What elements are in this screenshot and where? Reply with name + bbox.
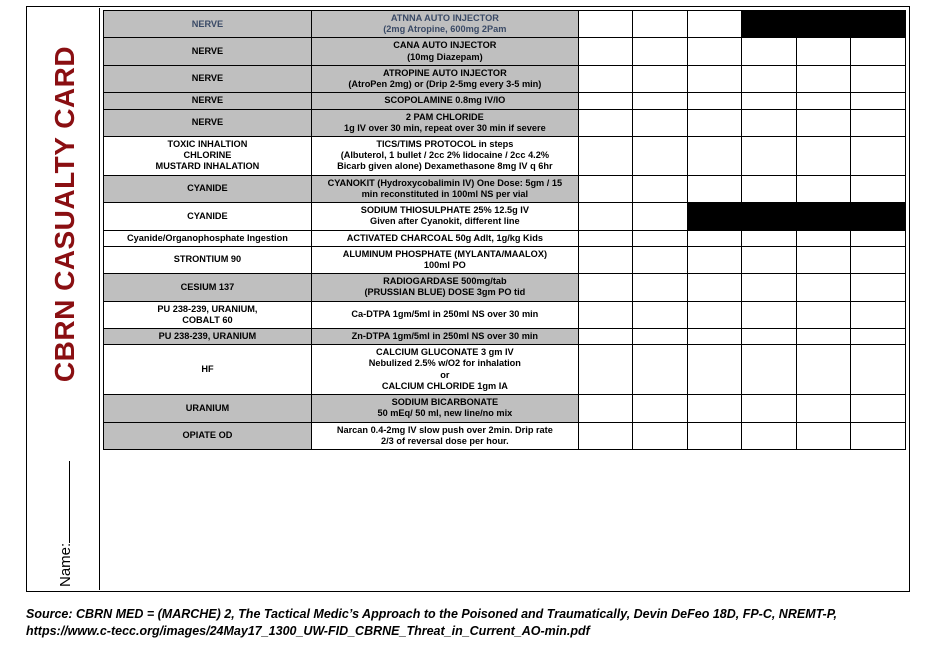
treatment-line: ATNNA AUTO INJECTOR [390, 13, 499, 23]
table-row [104, 329, 906, 345]
checkbox-cell[interactable] [633, 38, 688, 65]
checkbox-cell[interactable] [742, 395, 797, 422]
treatment-cell [311, 395, 578, 422]
checkbox-cell[interactable] [633, 136, 688, 175]
checkbox-cell[interactable] [687, 136, 742, 175]
table-row [104, 203, 906, 230]
checkbox-cell[interactable] [687, 246, 742, 273]
checkbox-cell[interactable] [851, 246, 906, 273]
checkbox-cell[interactable] [796, 329, 851, 345]
checkbox-cell[interactable] [796, 395, 851, 422]
checkbox-cell[interactable] [687, 395, 742, 422]
checkbox-cell[interactable] [578, 93, 633, 109]
checkbox-cell[interactable] [851, 345, 906, 395]
checkbox-cell[interactable] [742, 274, 797, 301]
agent-cell: OPIATE OD [104, 422, 312, 449]
treatment-line: Narcan 0.4-2mg IV slow push over 2min. Drip rate [336, 424, 553, 435]
treatment-line: 50 mEq/ 50 ml, new line/no mix [377, 408, 513, 419]
checkbox-cell[interactable] [633, 345, 688, 395]
agent-cell: NERVE [104, 11, 312, 38]
checkbox-cell[interactable] [742, 65, 797, 92]
table-body [104, 11, 906, 450]
checkbox-cell[interactable] [796, 38, 851, 65]
treatment-table [103, 10, 906, 450]
checkbox-cell[interactable] [578, 246, 633, 273]
agent-cell: NERVE [104, 109, 312, 136]
treatment-line: 2 PAM CHLORIDE [405, 111, 484, 122]
blocked-cell [796, 11, 851, 38]
treatment-line: Zn-DTPA 1gm/5ml in 250ml NS over 30 min [351, 331, 539, 342]
checkbox-cell[interactable] [578, 11, 633, 38]
treatment-cell [311, 422, 578, 449]
agent-cell: Cyanide/Organophosphate Ingestion [104, 230, 312, 246]
checkbox-cell[interactable] [796, 136, 851, 175]
treatment-line: RADIOGARDASE 500mg/tab [383, 276, 507, 287]
treatment-line: (Albuterol, 1 bullet / 2cc 2% lidocaine / 2cc 4.2% [340, 150, 550, 161]
treatment-line: (PRUSSIAN BLUE) DOSE 3gm PO tid [364, 287, 526, 298]
treatment-line: SODIUM BICARBONATE [391, 397, 499, 408]
checkbox-cell[interactable] [687, 301, 742, 328]
blocked-cell [742, 11, 797, 38]
checkbox-cell[interactable] [742, 38, 797, 65]
agent-cell: STRONTIUM 90 [104, 246, 312, 273]
checkbox-cell[interactable] [578, 136, 633, 175]
checkbox-cell[interactable] [742, 109, 797, 136]
checkbox-cell[interactable] [578, 65, 633, 92]
checkbox-cell[interactable] [633, 301, 688, 328]
table-row [104, 136, 906, 175]
blocked-cell [796, 203, 851, 230]
checkbox-cell[interactable] [633, 203, 688, 230]
checkbox-cell[interactable] [687, 93, 742, 109]
checkbox-cell[interactable] [687, 65, 742, 92]
checkbox-cell[interactable] [578, 38, 633, 65]
checkbox-cell[interactable] [851, 395, 906, 422]
checkbox-cell[interactable] [851, 301, 906, 328]
checkbox-cell[interactable] [796, 422, 851, 449]
treatment-cell [311, 230, 578, 246]
treatment-cell [311, 93, 578, 109]
treatment-line: min reconstituted in 100ml NS per vial [361, 188, 529, 199]
agent-cell: CYANIDE [104, 175, 312, 202]
checkbox-cell[interactable] [742, 136, 797, 175]
table-row [104, 93, 906, 109]
table-row [104, 345, 906, 395]
name-field[interactable] [56, 437, 74, 587]
treatment-line: 2/3 of reversal dose per hour. [381, 435, 509, 446]
treatment-line: ACTIVATED CHARCOAL 50g Adlt, 1g/kg Kids [346, 232, 543, 243]
checkbox-cell[interactable] [687, 230, 742, 246]
agent-cell: PU 238-239, URANIUM [104, 329, 312, 345]
checkbox-cell[interactable] [633, 11, 688, 38]
checkbox-cell[interactable] [687, 11, 742, 38]
treatment-line: (AtroPen 2mg) or (Drip 2-5mg every 3-5 min) [348, 79, 542, 90]
checkbox-cell[interactable] [851, 136, 906, 175]
checkbox-cell[interactable] [687, 109, 742, 136]
checkbox-cell[interactable] [851, 175, 906, 202]
checkbox-cell[interactable] [742, 93, 797, 109]
checkbox-cell[interactable] [687, 274, 742, 301]
checkbox-cell[interactable] [687, 38, 742, 65]
checkbox-cell[interactable] [796, 230, 851, 246]
blocked-cell [851, 203, 906, 230]
checkbox-cell[interactable] [796, 93, 851, 109]
treatment-cell [311, 65, 578, 92]
treatment-line: ATROPINE AUTO INJECTOR [383, 67, 507, 78]
agent-cell: HF [104, 345, 312, 395]
table-row [104, 301, 906, 328]
checkbox-cell[interactable] [578, 274, 633, 301]
checkbox-cell[interactable] [796, 345, 851, 395]
card-title-column [28, 8, 100, 590]
treatment-line: (10mg Diazepam) [407, 51, 483, 62]
checkbox-cell[interactable] [687, 422, 742, 449]
page-title: CBRN CASUALTY CARD [49, 45, 80, 383]
name-blank-line[interactable] [56, 461, 70, 543]
checkbox-cell[interactable] [578, 175, 633, 202]
treatment-cell [311, 38, 578, 65]
treatment-line: CALCIUM CHLORIDE 1gm IA [381, 380, 508, 391]
treatment-cell [311, 329, 578, 345]
treatment-cell [311, 246, 578, 273]
checkbox-cell[interactable] [633, 175, 688, 202]
agent-cell: CYANIDE [104, 203, 312, 230]
checkbox-cell[interactable] [633, 109, 688, 136]
checkbox-cell[interactable] [633, 246, 688, 273]
treatment-line: Bicarb given alone) Dexamethasone 8mg IV q 6hr [337, 161, 553, 172]
checkbox-cell[interactable] [742, 246, 797, 273]
checkbox-cell[interactable] [578, 301, 633, 328]
checkbox-cell[interactable] [742, 230, 797, 246]
agent-cell: NERVE [104, 38, 312, 65]
checkbox-cell[interactable] [851, 329, 906, 345]
checkbox-cell[interactable] [633, 274, 688, 301]
table-row [104, 65, 906, 92]
checkbox-cell[interactable] [633, 329, 688, 345]
checkbox-cell[interactable] [633, 395, 688, 422]
treatment-cell [311, 203, 578, 230]
checkbox-cell[interactable] [633, 230, 688, 246]
agent-cell: NERVE [104, 93, 312, 109]
checkbox-cell[interactable] [633, 65, 688, 92]
treatment-line: TICS/TIMS PROTOCOL in steps [376, 138, 514, 149]
checkbox-cell[interactable] [742, 422, 797, 449]
checkbox-cell[interactable] [742, 329, 797, 345]
checkbox-cell[interactable] [578, 109, 633, 136]
table-row [104, 395, 906, 422]
checkbox-cell[interactable] [742, 175, 797, 202]
checkbox-cell[interactable] [578, 422, 633, 449]
table-row [104, 246, 906, 273]
treatment-cell [311, 175, 578, 202]
table-row [104, 38, 906, 65]
checkbox-cell[interactable] [796, 175, 851, 202]
blocked-cell [742, 203, 797, 230]
checkbox-cell[interactable] [851, 230, 906, 246]
table-row [104, 11, 906, 38]
table-row [104, 230, 906, 246]
checkbox-cell[interactable] [687, 175, 742, 202]
treatment-line: CANA AUTO INJECTOR [393, 40, 497, 51]
treatment-cell [311, 274, 578, 301]
treatment-cell [311, 301, 578, 328]
source-caption: Source: CBRN MED = (MARCHE) 2, The Tactical Medic’s Approach to the Poisoned and Traumatically, Devin DeFeo 18D, FP-C, NREMT-P, https://www.c-tecc.org/images/24May17_1300_UW-FID_CBRNE_Threat_in_Current_AO-min.pdf [26, 607, 837, 638]
agent-cell: PU 238-239, URANIUM, COBALT 60 [104, 301, 312, 328]
name-label: Name: [57, 542, 74, 587]
treatment-line: Nebulized 2.5% w/O2 for inhalation [368, 358, 521, 369]
checkbox-cell[interactable] [687, 329, 742, 345]
checkbox-cell[interactable] [851, 422, 906, 449]
checkbox-cell[interactable] [796, 65, 851, 92]
checkbox-cell[interactable] [796, 274, 851, 301]
treatment-line: CALCIUM GLUCONATE 3 gm IV [376, 347, 514, 358]
treatment-line: SODIUM THIOSULPHATE 25% 12.5g IV [360, 205, 529, 216]
treatment-line: ALUMINUM PHOSPHATE (MYLANTA/MAALOX) [342, 248, 548, 259]
treatment-line: 1g IV over 30 min, repeat over 30 min if severe [343, 122, 546, 133]
agent-cell: NERVE [104, 65, 312, 92]
treatment-line: (2mg Atropine, 600mg 2Pam [383, 24, 507, 35]
treatment-line: CYANOKIT (Hydroxycobalimin IV) One Dose: 5gm / 15 [327, 177, 563, 188]
checkbox-cell[interactable] [578, 345, 633, 395]
checkbox-cell[interactable] [633, 93, 688, 109]
treatment-line: or [440, 369, 450, 380]
checkbox-cell[interactable] [687, 345, 742, 395]
checkbox-cell[interactable] [851, 274, 906, 301]
checkbox-cell[interactable] [851, 109, 906, 136]
agent-cell: URANIUM [104, 395, 312, 422]
table-row [104, 175, 906, 202]
checkbox-cell[interactable] [796, 109, 851, 136]
checkbox-cell[interactable] [796, 246, 851, 273]
treatment-line: Given after Cyanokit, different line [370, 216, 520, 227]
treatment-cell [311, 11, 578, 38]
checkbox-cell[interactable] [851, 38, 906, 65]
checkbox-cell[interactable] [851, 93, 906, 109]
table-row [104, 274, 906, 301]
checkbox-cell[interactable] [578, 203, 633, 230]
treatment-cell [311, 345, 578, 395]
treatment-line: SCOPOLAMINE 0.8mg IV/IO [384, 95, 506, 106]
checkbox-cell[interactable] [633, 422, 688, 449]
treatment-line: Ca-DTPA 1gm/5ml in 250ml NS over 30 min [351, 309, 539, 320]
treatment-line: 100ml PO [423, 259, 466, 270]
agent-cell: CESIUM 137 [104, 274, 312, 301]
table-row [104, 109, 906, 136]
blocked-cell [687, 203, 742, 230]
checkbox-cell[interactable] [578, 329, 633, 345]
blocked-cell [851, 11, 906, 38]
checkbox-cell[interactable] [851, 65, 906, 92]
checkbox-cell[interactable] [578, 230, 633, 246]
checkbox-cell[interactable] [578, 395, 633, 422]
cbrn-casualty-card [26, 6, 912, 594]
table-row [104, 422, 906, 449]
treatment-cell [311, 109, 578, 136]
treatment-cell [311, 136, 578, 175]
checkbox-cell[interactable] [742, 301, 797, 328]
checkbox-cell[interactable] [796, 301, 851, 328]
agent-cell: TOXIC INHALTION CHLORINE MUSTARD INHALATION [104, 136, 312, 175]
checkbox-cell[interactable] [742, 345, 797, 395]
